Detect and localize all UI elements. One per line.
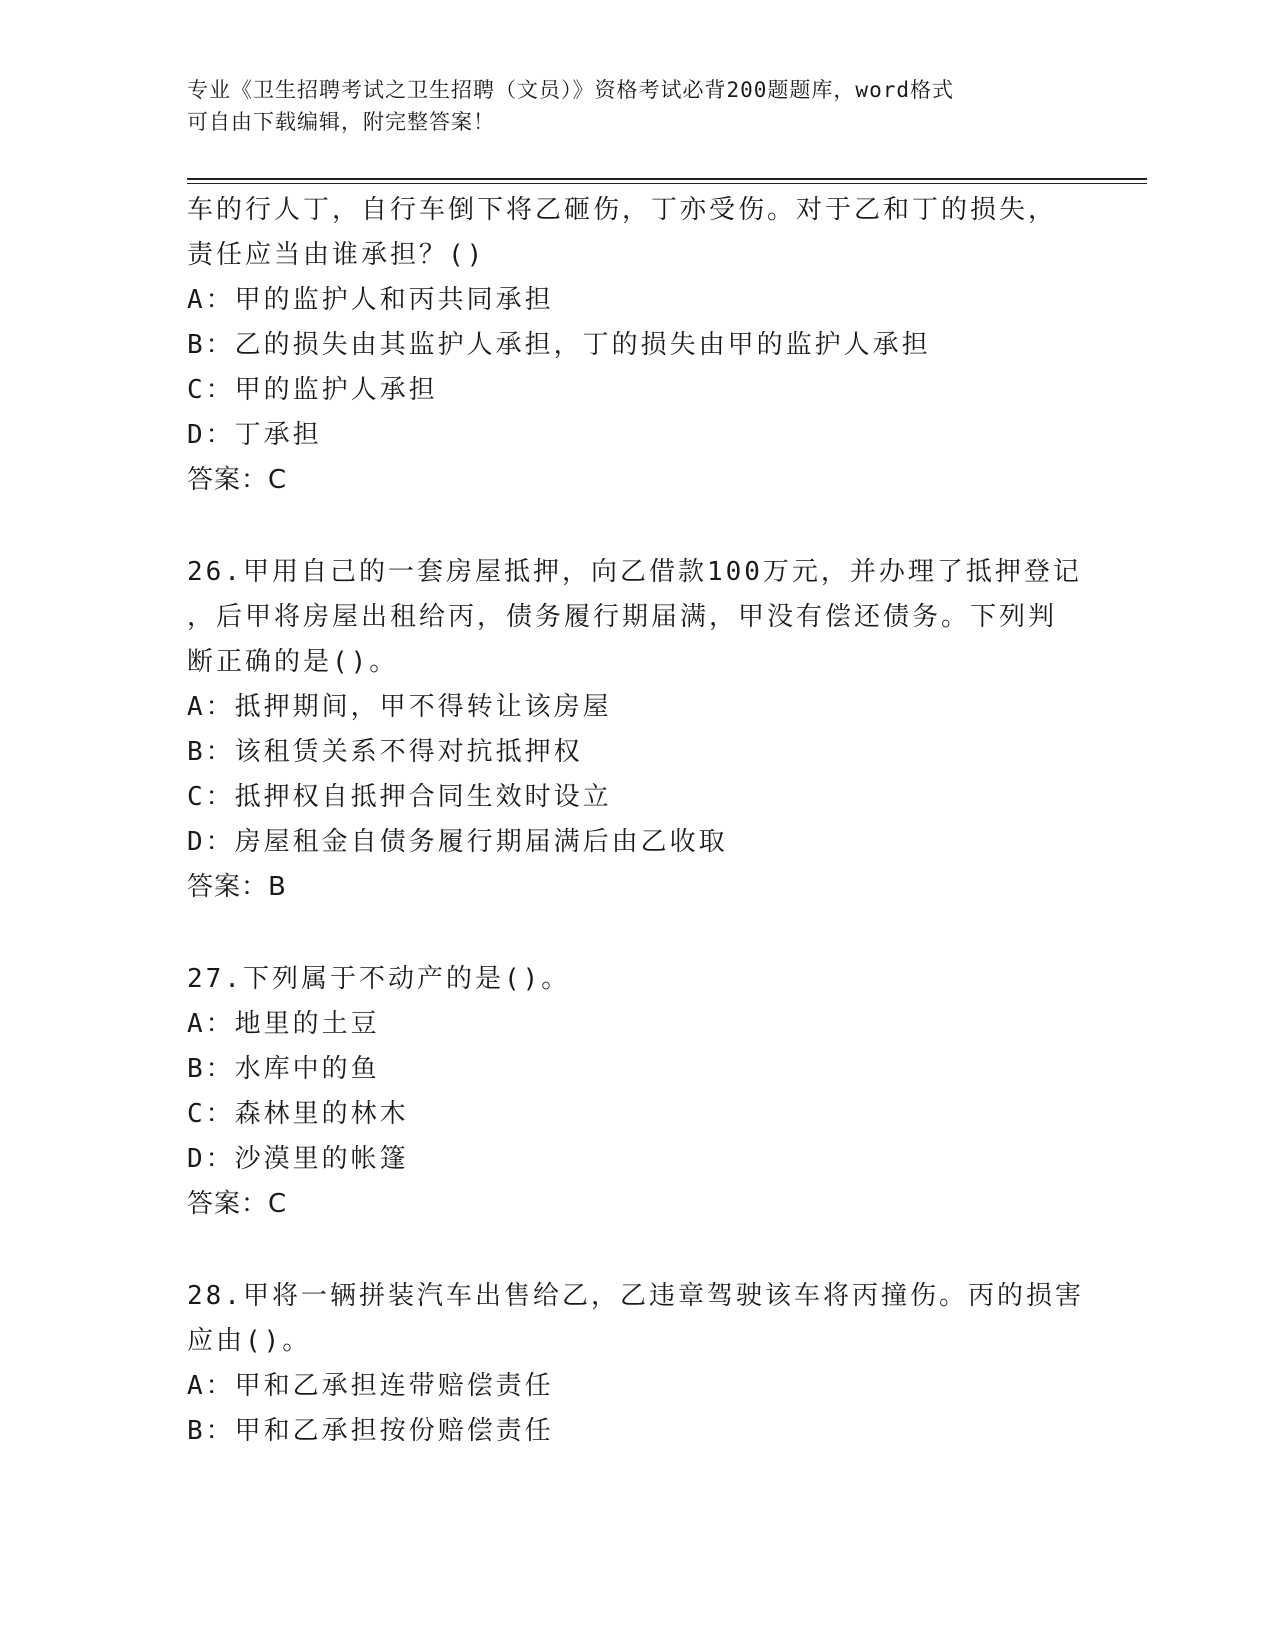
question-stem-line: 车的行人丁，自行车倒下将乙砸伤，丁亦受伤。对于乙和丁的损失，: [187, 195, 1058, 225]
question-25: [187, 188, 1087, 503]
header-rule-thin: [187, 183, 1147, 184]
answer-line: 答案：C: [187, 1189, 288, 1219]
question-28: [187, 1274, 1087, 1454]
option-b: B：水库中的鱼: [187, 1054, 380, 1084]
document-header: [187, 74, 1087, 138]
answer-line: 答案：C: [187, 465, 288, 495]
question-stem-line: 断正确的是()。: [187, 647, 399, 677]
header-title-line-1: 专业《卫生招聘考试之卫生招聘（文员）》资格考试必背200题题库，word格式: [187, 78, 954, 102]
spacer: [187, 910, 1087, 957]
option-c: C：森林里的林木: [187, 1099, 409, 1129]
spacer: [187, 503, 1087, 550]
question-stem-line: 28.甲将一辆拼装汽车出售给乙，乙违章驾驶该车将丙撞伤。丙的损害: [187, 1281, 1084, 1311]
header-title-line-2: 可自由下载编辑，附完整答案！: [187, 110, 495, 134]
option-a: A：甲和乙承担连带赔偿责任: [187, 1371, 554, 1401]
option-b: B：甲和乙承担按份赔偿责任: [187, 1416, 554, 1446]
option-a: A：地里的土豆: [187, 1009, 380, 1039]
header-rule-thick: [187, 178, 1147, 180]
option-c: C：甲的监护人承担: [187, 375, 438, 405]
answer-line: 答案：B: [187, 872, 287, 902]
option-d: D：沙漠里的帐篷: [187, 1144, 409, 1174]
question-stem-line: 应由()。: [187, 1326, 312, 1356]
option-b: B：乙的损失由其监护人承担，丁的损失由甲的监护人承担: [187, 330, 931, 360]
question-27: [187, 957, 1087, 1227]
option-c: C：抵押权自抵押合同生效时设立: [187, 782, 612, 812]
question-stem-line: 26.甲用自己的一套房屋抵押，向乙借款100万元，并办理了抵押登记: [187, 557, 1082, 587]
option-d: D：丁承担: [187, 420, 322, 450]
spacer: [187, 1227, 1087, 1274]
question-stem-line: 责任应当由谁承担？(): [187, 240, 486, 270]
option-a: A：抵押期间，甲不得转让该房屋: [187, 692, 612, 722]
option-b: B：该租赁关系不得对抗抵押权: [187, 737, 583, 767]
option-d: D：房屋租金自债务履行期届满后由乙收取: [187, 827, 728, 857]
question-stem-line: ，后甲将房屋出租给丙，债务履行期届满，甲没有偿还债务。下列判: [187, 602, 1058, 632]
option-a: A：甲的监护人和丙共同承担: [187, 285, 554, 315]
question-26: [187, 550, 1087, 910]
question-content: [187, 188, 1087, 1454]
question-stem-line: 27.下列属于不动产的是()。: [187, 964, 571, 994]
